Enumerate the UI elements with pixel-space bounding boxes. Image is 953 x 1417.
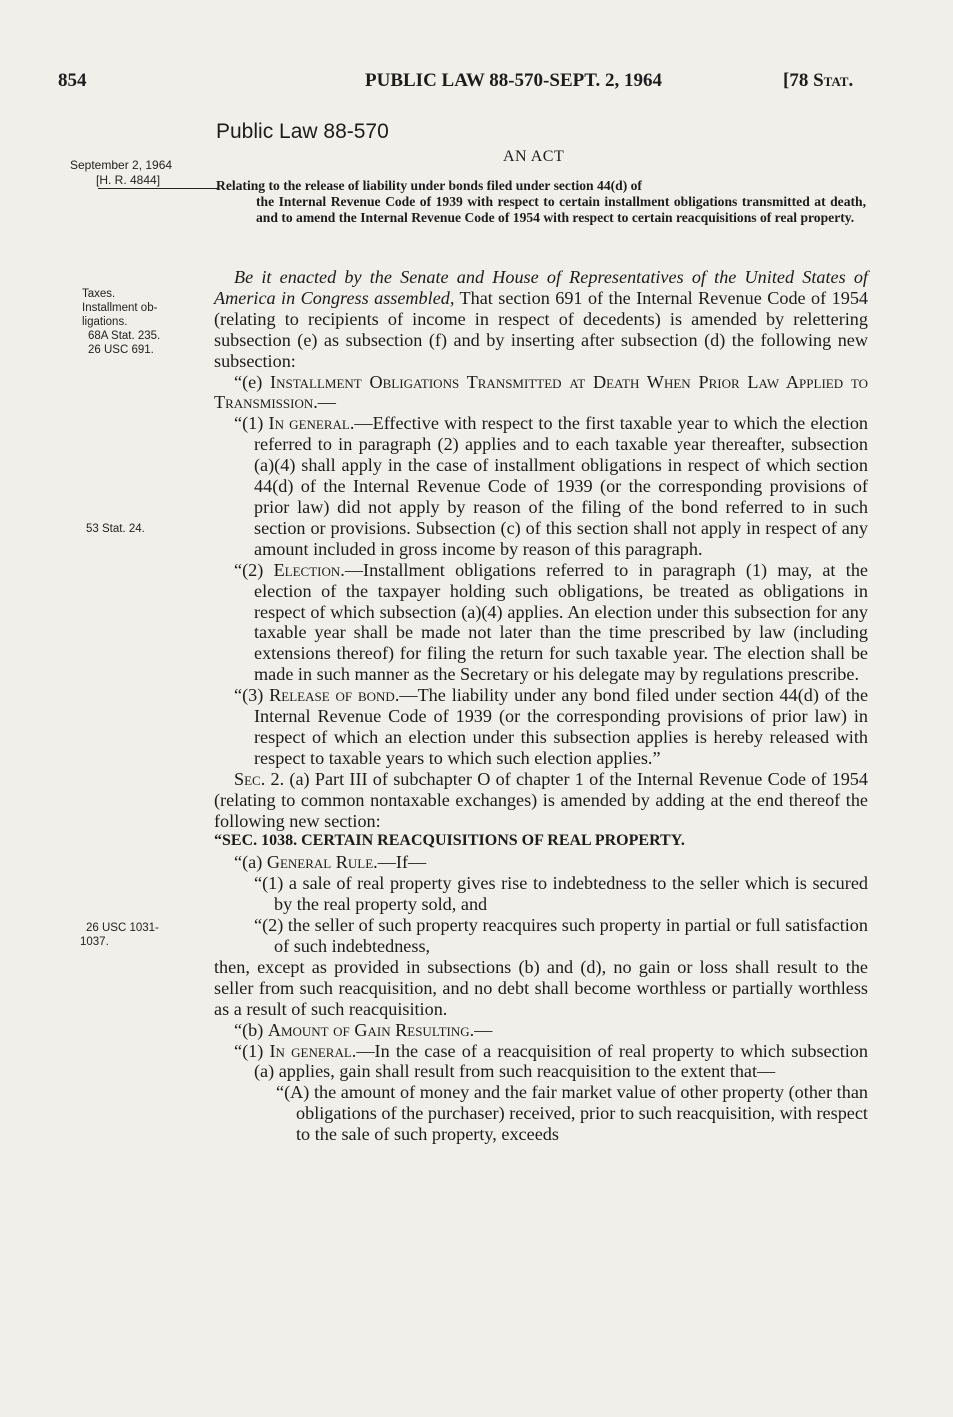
subsection-b-prefix: “(b) <box>234 1019 268 1040</box>
act-body <box>214 267 868 1145</box>
margin-usc-line: 1037. <box>80 936 109 948</box>
public-law-title: Public Law 88-570 <box>216 120 389 143</box>
paragraph-1-text: —Effective with respect to the first taxable year to which the election referred to in paragraph (2) applies and to each taxable year thereafter, subsection (a)(4) shall apply in the case of installment obligations in respect of which section 44(d) of the Internal Revenue Code of 1939 (or the corresponding provisions of prior law) did not apply by reason of the filing of the bond referred to in such section or provisions. Subsection (c) of this section shall not apply in respect of any amount included in gross income by reason of this paragraph. <box>254 413 869 559</box>
paragraph-3-text: —The liability under any bond filed under section 44(d) of the Internal Revenue Code of 1939 (or the corresponding provisions of prior law) in respect of which an election under this subsection applies is hereby released with respect to taxable years to which such election applies.” <box>254 685 869 768</box>
margin-taxes <box>82 287 207 357</box>
act-preamble <box>216 178 866 226</box>
margin-taxes-line: Installment ob- <box>82 302 158 314</box>
section-1038-heading: “SEC. 1038. CERTAIN REACQUISITIONS OF REAL PROPERTY. <box>214 832 685 850</box>
subsection-e-prefix: “(e) <box>234 371 271 392</box>
then-clause: then, except as provided in subsections (b) and (d), no gain or loss shall result to the seller from such reacquisition, and no debt shall become worthless or partially worthless as a result of such reacquisition. <box>214 956 868 1019</box>
an-act-heading: AN ACT <box>503 148 565 165</box>
page-number: 854 <box>58 70 87 91</box>
paragraph-1-prefix: “(1) <box>234 413 269 434</box>
clause-b1-text: —In the case of a reacquisition of real property to which subsection (a) applies, gain shall result from such reacquisition to the extent that— <box>254 1040 868 1082</box>
margin-bill: [H. R. 4844] <box>96 173 161 187</box>
subsection-a-text: —If— <box>377 852 427 873</box>
paragraph-3 <box>214 685 868 769</box>
running-title: PUBLIC LAW 88-570-SEPT. 2, 1964 <box>365 70 662 91</box>
stat-label: Stat. <box>813 70 854 91</box>
stat-volume <box>783 70 853 92</box>
enacting-text: That section 691 of the Internal Revenue Code of 1954 (relating to recipients of income in respect of decedents) is amended by relettering subsection (e) as subsection (f) and by inserting after subsection (d) the following new subsection: <box>214 287 869 371</box>
paragraph-3-prefix: “(3) <box>234 685 270 706</box>
paragraph-2-prefix: “(2) <box>234 559 274 580</box>
section-2-text: (a) Part III of subchapter O of chapter 1 of the Internal Revenue Code of 1954 (relating to common nontaxable exchanges) is amended by adding at the end thereof the following new section: <box>214 768 868 831</box>
margin-usc-line: 26 USC 1031- <box>86 922 159 934</box>
paragraph-1 <box>214 413 868 559</box>
stat-prefix: [78 <box>783 70 814 91</box>
section-2-label: Sec. 2. <box>234 768 285 789</box>
subsection-b-heading: Amount of Gain Resulting. <box>267 1019 475 1040</box>
margin-rule <box>98 188 218 189</box>
margin-53-stat: 53 Stat. 24. <box>86 523 145 535</box>
subsection-a <box>214 852 868 873</box>
paragraph-3-heading: Release of bond. <box>269 685 400 706</box>
subsection-e <box>214 372 868 414</box>
subsection-a-heading: General Rule. <box>266 852 378 873</box>
clause-bA: “(A) the amount of money and the fair market value of other property (other than obligations of the purchaser) received, prior to such reacquisition, with respect to the sale of such property, exceeds <box>276 1082 868 1145</box>
subsection-b <box>214 1020 868 1041</box>
margin-taxes-line: 68A Stat. 235. <box>88 330 161 342</box>
paragraph-2 <box>214 560 868 685</box>
clause-b1 <box>214 1041 868 1083</box>
margin-taxes-line: ligations. <box>82 316 128 328</box>
paragraph-2-heading: Election. <box>273 559 345 580</box>
paragraph-2-text: —Installment obligations referred to in paragraph (1) may, at the election of the taxpayer holding such obligations, be treated as obligations in respect of which subsection (a)(4) applies. An election under this subsection for any taxable year shall be made not later than the time prescribed by law (including extensions thereof) for filing the return for such taxable year. The election shall be made in such manner as the Secretary or his delegate may by regulations prescribe. <box>254 559 868 685</box>
clause-a1: “(1) a sale of real property gives rise to indebtedness to the seller which is secured by the real property sold, and <box>254 873 868 915</box>
margin-taxes-line: Taxes. <box>82 288 116 300</box>
section-2 <box>214 769 868 832</box>
clause-b1-heading: In general. <box>269 1040 357 1061</box>
enacting-italic: Be it enacted by the Senate and House of Representatives of the United States of America in Congress assembled, <box>214 267 868 308</box>
preamble-first-line: Relating to the release of liability under bonds filed under section 44(d) of <box>216 178 642 193</box>
clause-a2: “(2) the seller of such property reacquires such property in partial or full satisfaction of such indebtedness, <box>254 915 868 956</box>
subsection-e-heading: Installment Obligations Transmitted at Death When Prior Law Applied to Transmission. <box>214 371 868 413</box>
margin-usc <box>80 921 205 949</box>
paragraph-1-heading: In general. <box>268 413 355 434</box>
preamble-continuation: the Internal Revenue Code of 1939 with respect to certain installment obligations transmitted at death, and to amend the Internal Revenue Code of 1954 with respect to certain reacquisitions of real property. <box>256 194 866 225</box>
subsection-a-prefix: “(a) <box>234 852 267 873</box>
enacting-clause <box>214 267 868 372</box>
margin-date: September 2, 1964 <box>70 158 173 172</box>
clause-b1-prefix: “(1) <box>234 1040 270 1061</box>
subsection-b-text: — <box>474 1019 493 1040</box>
subsection-e-dash: — <box>317 392 336 413</box>
margin-taxes-line: 26 USC 691. <box>88 344 154 356</box>
